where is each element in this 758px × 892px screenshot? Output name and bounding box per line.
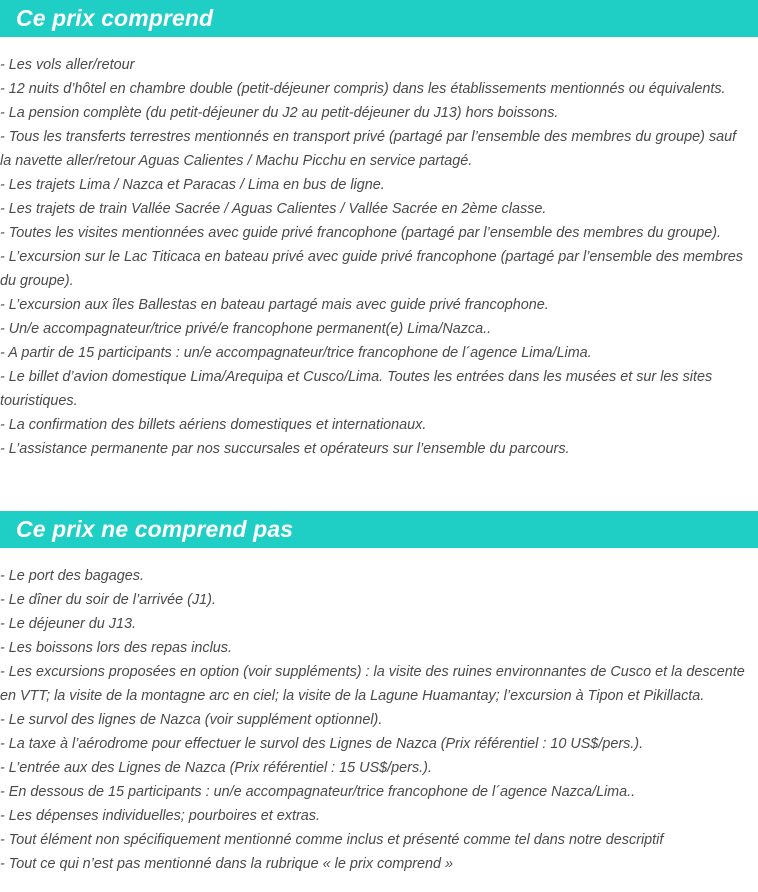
- list-item: - La pension complète (du petit-déjeuner du J2 au petit-déjeuner du J13) hors boissons.: [0, 105, 559, 121]
- list-item: - Tous les transferts terrestres mentionnés en transport privé (partagé par l’ensemble des membres du groupe) sauf la navette aller/retour Aguas Calientes / Machu Picchu en service partagé.: [0, 129, 737, 169]
- list-item: - 12 nuits d’hôtel en chambre double (petit-déjeuner compris) dans les établissements mentionnés ou équivalents.: [0, 81, 726, 97]
- list-item: - Les trajets Lima / Nazca et Paracas / Lima en bus de ligne.: [0, 177, 385, 193]
- list-item: - Les boissons lors des repas inclus.: [0, 640, 232, 656]
- list-item: - Le billet d’avion domestique Lima/Arequipa et Cusco/Lima. Toutes les entrées dans les musées et sur les sites touristiques.: [0, 369, 713, 409]
- price-excludes-section: [0, 511, 758, 876]
- price-excludes-list: [0, 548, 758, 876]
- list-item: - Le déjeuner du J13.: [0, 616, 137, 632]
- price-excludes-header: [0, 511, 758, 548]
- list-item: - En dessous de 15 participants : un/e accompagnateur/trice francophone de l´agence Nazca/Lima..: [0, 784, 636, 800]
- list-item: - L’entrée aux des Lignes de Nazca (Prix référentiel : 15 US$/pers.).: [0, 760, 432, 776]
- list-item: - Les vols aller/retour: [0, 57, 135, 73]
- list-item: - Les excursions proposées en option (voir suppléments) : la visite des ruines environnantes de Cusco et la descente en VTT; la visite de la montagne arc en ciel; la visite de la Lagune Huamantay; l’excursion à Tipon et Pikillacta.: [0, 664, 745, 704]
- list-item: - Tout élément non spécifiquement mentionné comme inclus et présenté comme tel dans notre descriptif: [0, 832, 664, 848]
- list-item: - Le survol des lignes de Nazca (voir supplément optionnel).: [0, 712, 383, 728]
- list-item: - L’assistance permanente par nos succursales et opérateurs sur l’ensemble du parcours.: [0, 441, 570, 457]
- price-includes-title: Ce prix comprend: [16, 5, 214, 31]
- list-item: - L’excursion aux îles Ballestas en bateau partagé mais avec guide privé francophone.: [0, 297, 549, 313]
- price-includes-header: [0, 0, 758, 37]
- list-item: - Toutes les visites mentionnées avec guide privé francophone (partagé par l’ensemble des membres du groupe).: [0, 225, 721, 241]
- list-item: - Les trajets de train Vallée Sacrée / Aguas Calientes / Vallée Sacrée en 2ème classe.: [0, 201, 547, 217]
- price-includes-list: [0, 37, 758, 461]
- list-item: - Le dîner du soir de l’arrivée (J1).: [0, 592, 216, 608]
- list-item: - La taxe à l’aérodrome pour effectuer le survol des Lignes de Nazca (Prix référentiel : 10 US$/pers.).: [0, 736, 644, 752]
- list-item: - Le port des bagages.: [0, 568, 145, 584]
- list-item: - Les dépenses individuelles; pourboires et extras.: [0, 808, 320, 824]
- price-excludes-title: Ce prix ne comprend pas: [16, 516, 294, 542]
- list-item: - L’excursion sur le Lac Titicaca en bateau privé avec guide privé francophone (partagé par l’ensemble des membres du groupe).: [0, 249, 743, 289]
- list-item: - Tout ce qui n’est pas mentionné dans la rubrique « le prix comprend »: [0, 856, 454, 872]
- list-item: - Un/e accompagnateur/trice privé/e francophone permanent(e) Lima/Nazca..: [0, 321, 492, 337]
- list-item: - A partir de 15 participants : un/e accompagnateur/trice francophone de l´agence Lima/Lima.: [0, 345, 592, 361]
- list-item: - La confirmation des billets aériens domestiques et internationaux.: [0, 417, 427, 433]
